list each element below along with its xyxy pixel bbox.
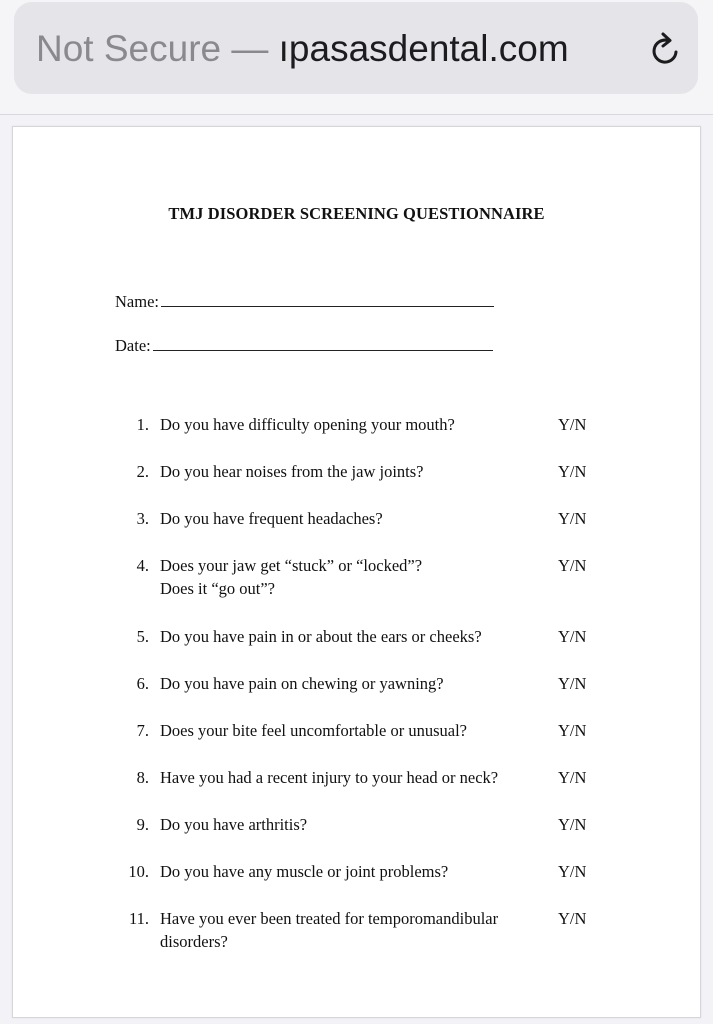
address-bar[interactable] xyxy=(14,2,698,94)
question-text-line: Do you have any muscle or joint problems? xyxy=(160,862,449,881)
url-domain: ıpasasdental.com xyxy=(278,28,569,69)
question-number: 3. xyxy=(136,509,149,528)
browser-toolbar xyxy=(0,0,713,115)
yes-no-answer: Y/N xyxy=(558,462,587,481)
yes-no-answer: Y/N xyxy=(558,556,587,575)
question-text xyxy=(160,460,540,483)
question-text-line: Do you have frequent headaches? xyxy=(160,509,383,528)
question-text-line: Have you had a recent injury to your head or neck? xyxy=(160,768,499,787)
question-text-line: Do you have difficulty opening your mouth? xyxy=(160,415,455,434)
name-blank-line xyxy=(161,292,494,307)
question-number: 4. xyxy=(136,556,149,575)
security-label: Not Secure — xyxy=(36,28,269,69)
question-text xyxy=(160,554,540,600)
question-text xyxy=(160,766,540,789)
date-label: Date: xyxy=(115,336,151,355)
document-title: TMJ DISORDER SCREENING QUESTIONNAIRE xyxy=(168,204,545,223)
question-text-line: Does your jaw get “stuck” or “locked”? xyxy=(160,556,423,575)
name-field xyxy=(115,292,494,312)
question-text xyxy=(160,413,540,436)
yes-no-answer: Y/N xyxy=(558,862,587,881)
yes-no-answer: Y/N xyxy=(558,815,587,834)
date-blank-line xyxy=(153,336,493,351)
question-text xyxy=(160,625,540,648)
date-field xyxy=(115,336,493,356)
question-text-line: Does it “go out”? xyxy=(160,579,276,598)
question-text-line: Do you have arthritis? xyxy=(160,815,308,834)
question-text-line: Do you hear noises from the jaw joints? xyxy=(160,462,424,481)
pdf-page xyxy=(12,126,701,1018)
question-number: 1. xyxy=(136,415,149,434)
question-number: 11. xyxy=(128,909,149,928)
question-text xyxy=(160,860,540,883)
question-text xyxy=(160,507,540,530)
yes-no-answer: Y/N xyxy=(558,768,587,787)
question-number: 6. xyxy=(136,674,149,693)
yes-no-answer: Y/N xyxy=(558,509,587,528)
question-text-line: Does your bite feel uncomfortable or unusual? xyxy=(160,721,467,740)
question-text xyxy=(160,907,540,953)
question-text xyxy=(160,719,540,742)
question-number: 8. xyxy=(136,768,149,787)
question-number: 10. xyxy=(128,862,149,881)
yes-no-answer: Y/N xyxy=(558,674,587,693)
question-text-line: Do you have pain on chewing or yawning? xyxy=(160,674,444,693)
question-number: 7. xyxy=(136,721,149,740)
reload-icon[interactable] xyxy=(646,30,686,70)
question-text xyxy=(160,813,540,836)
yes-no-answer: Y/N xyxy=(558,627,587,646)
question-text xyxy=(160,672,540,695)
name-label: Name: xyxy=(115,292,159,311)
question-number: 5. xyxy=(136,627,149,646)
question-text-line: Do you have pain in or about the ears or cheeks? xyxy=(160,627,482,646)
question-number: 9. xyxy=(136,815,149,834)
question-text-line: Have you ever been treated for temporomandibular xyxy=(160,909,499,928)
yes-no-answer: Y/N xyxy=(558,415,587,434)
question-text-line: disorders? xyxy=(160,932,228,951)
question-number: 2. xyxy=(136,462,149,481)
url-display[interactable] xyxy=(36,24,626,74)
yes-no-answer: Y/N xyxy=(558,721,587,740)
yes-no-answer: Y/N xyxy=(558,909,587,928)
